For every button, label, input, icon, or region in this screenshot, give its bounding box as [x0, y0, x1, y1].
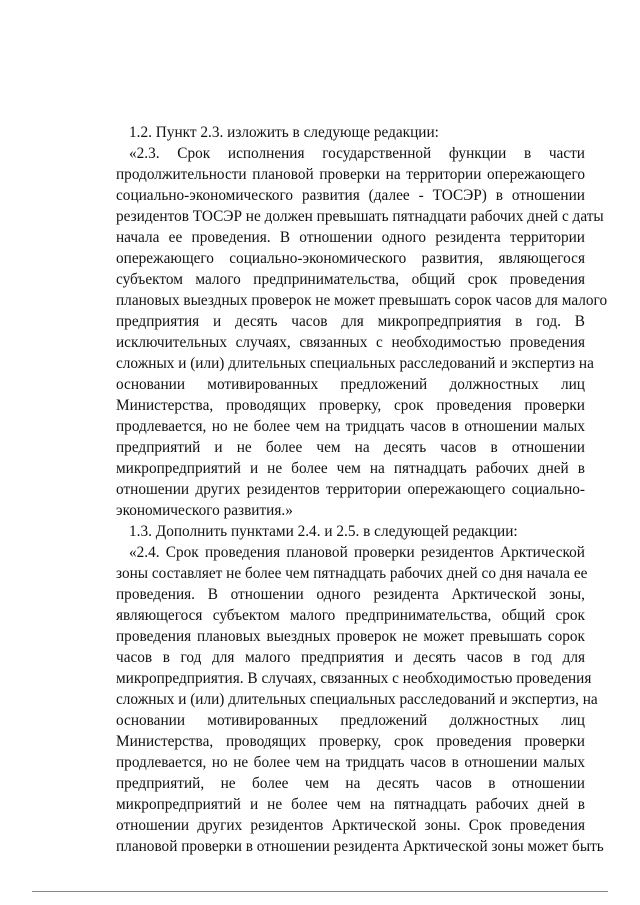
text-line: «2.3. Срок исполнения государственной функции в части	[129, 145, 585, 162]
text-line: продлевается, но не более чем на тридцать часов в отношении малых	[116, 754, 585, 771]
text-line: субъектом малого предпринимательства, общий срок проведения	[116, 271, 585, 288]
text-line: основании мотивированных предложений должностных лиц	[116, 712, 585, 729]
text-line: 1.2. Пункт 2.3. изложить в следующе редакции:	[129, 124, 439, 141]
text-line: сложных и (или) длительных специальных расследований и экспертиз, на	[116, 691, 598, 708]
text-line: резидентов ТОСЭР не должен превышать пятнадцати рабочих дней с даты	[116, 208, 604, 225]
text-line: проведения плановых выездных проверок не может превышать сорок	[116, 628, 585, 645]
text-line: Министерства, проводящих проверку, срок проведения проверки	[116, 733, 585, 750]
text-line: начала ее проведения. В отношении одного резидента территории	[116, 229, 585, 246]
text-line: 1.3. Дополнить пунктами 2.4. и 2.5. в следующей редакции:	[129, 523, 518, 540]
text-line: исключительных случаях, связанных с необходимостью проведения	[116, 334, 585, 351]
text-line: продлевается, но не более чем на тридцать часов в отношении малых	[116, 418, 585, 435]
text-line: отношении других резидентов Арктической зоны. Срок проведения	[116, 817, 585, 834]
text-line: микропредприятий и не более чем на пятнадцать рабочих дней в	[116, 460, 585, 477]
text-line: являющегося субъектом малого предпринимательства, общий срок	[116, 607, 585, 624]
text-line: «2.4. Срок проведения плановой проверки резидентов Арктической	[129, 544, 585, 561]
text-line: продолжительности плановой проверки на территории опережающего	[116, 166, 585, 183]
text-line: проведения. В отношении одного резидента Арктической зоны,	[116, 586, 585, 603]
text-line: часов в год для малого предприятия и десять часов в год для	[116, 649, 585, 666]
text-line: микропредприятия. В случаях, связанных с необходимостью проведения	[116, 670, 592, 687]
text-line: опережающего социально-экономического развития, являющегося	[116, 250, 585, 267]
text-line: предприятий и не более чем на десять часов в отношении	[116, 439, 585, 456]
text-line: отношении других резидентов территории опережающего социально-	[116, 481, 585, 498]
text-line: социально-экономического развития (далее - ТОСЭР) в отношении	[116, 187, 585, 204]
text-line: Министерства, проводящих проверку, срок проведения проверки	[116, 397, 585, 414]
text-line: плановой проверки в отношении резидента Арктической зоны может быть	[116, 838, 604, 855]
text-line: сложных и (или) длительных специальных расследований и экспертиз на	[116, 355, 594, 372]
text-line: предприятия и десять часов для микропредприятия в год. В	[116, 313, 585, 330]
text-line: плановых выездных проверок не может превышать сорок часов для малого	[116, 292, 608, 309]
text-line: экономического развития.»	[116, 502, 293, 519]
footer-divider	[32, 891, 608, 892]
text-line: зоны составляет не более чем пятнадцать рабочих дней со дня начала ее	[116, 565, 588, 582]
text-line: предприятий, не более чем на десять часов в отношении	[116, 775, 585, 792]
text-line: основании мотивированных предложений должностных лиц	[116, 376, 585, 393]
text-line: микропредприятий и не более чем на пятнадцать рабочих дней в	[116, 796, 585, 813]
